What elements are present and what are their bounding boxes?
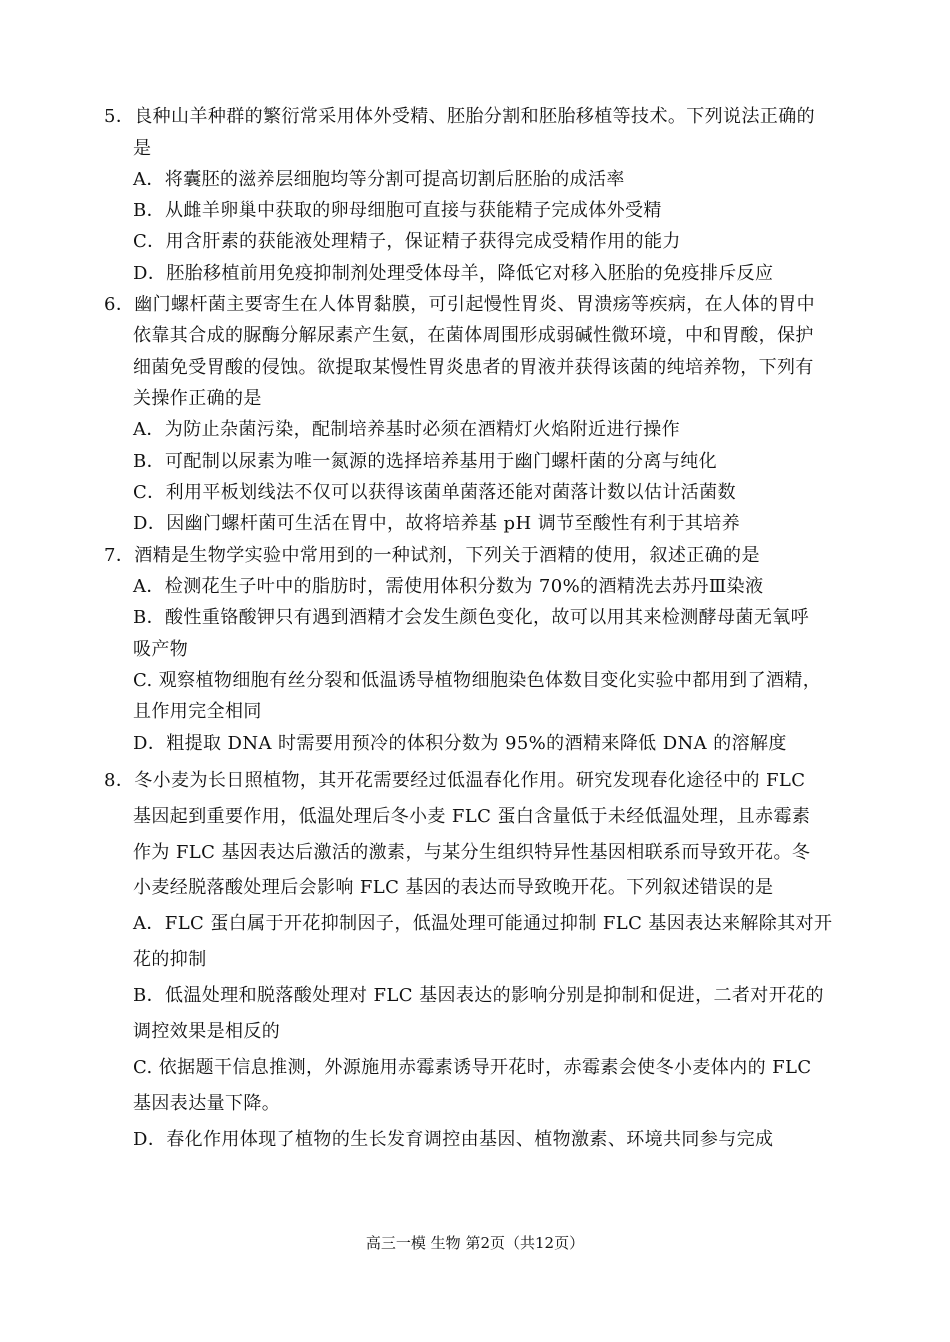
question-8-option-d: D．春化作用体现了植物的生长发育调控由基因、植物激素、环境共同参与完成 — [133, 1129, 774, 1150]
question-7-option-b-line-2: 吸产物 — [133, 639, 189, 660]
question-5-option-b: B．从雌羊卵巢中获取的卵母细胞可直接与获能精子完成体外受精 — [133, 200, 662, 221]
question-7-option-d: D．粗提取 DNA 时需要用预冷的体积分数为 95%的酒精来降低 DNA 的溶解度 — [133, 733, 787, 754]
question-6-stem-line-1: 6．幽门螺杆菌主要寄生在人体胃黏膜，可引起慢性胃炎、胃溃疡等疾病，在人体的胃中 — [104, 294, 816, 315]
question-6-stem-line-4: 关操作正确的是 — [133, 388, 262, 409]
page-footer: 高三一模 生物 第2页（共12页） — [365, 1234, 585, 1252]
question-5-stem-line-1: 5．良种山羊种群的繁衍常采用体外受精、胚胎分割和胚胎移植等技术。下列说法正确的 — [104, 106, 816, 127]
question-7-option-c-line-2: 且作用完全相同 — [133, 701, 262, 722]
question-7-option-c-line-1: C. 观察植物细胞有丝分裂和低温诱导植物细胞染色体数目变化实验中都用到了酒精， — [133, 670, 822, 691]
question-8-stem-line-2: 基因起到重要作用，低温处理后冬小麦 FLC 蛋白含量低于未经低温处理，且赤霉素 — [133, 806, 811, 827]
question-8-stem-line-3: 作为 FLC 基因表达后激活的激素，与某分生组织特异性基因相联系而导致开花。冬 — [133, 842, 811, 863]
question-8-option-c-line-1: C. 依据题干信息推测，外源施用赤霉素诱导开花时，赤霉素会使冬小麦体内的 FLC — [133, 1057, 812, 1078]
question-6-option-d: D．因幽门螺杆菌可生活在胃中，故将培养基 pH 调节至酸性有利于其培养 — [133, 513, 741, 534]
question-8-option-a-line-2: 花的抑制 — [133, 949, 207, 970]
question-6-option-c: C．利用平板划线法不仅可以获得该菌单菌落还能对菌落计数以估计活菌数 — [133, 482, 736, 503]
question-5-option-d: D．胚胎移植前用免疫抑制剂处理受体母羊，降低它对移入胚胎的免疫排斥反应 — [133, 263, 774, 284]
question-7-option-b-line-1: B．酸性重铬酸钾只有遇到酒精才会发生颜色变化，故可以用其来检测酵母菌无氧呼 — [133, 607, 810, 628]
question-8-option-b-line-2: 调控效果是相反的 — [133, 1021, 281, 1042]
question-7-option-a: A．检测花生子叶中的脂肪时，需使用体积分数为 70%的酒精洗去苏丹Ⅲ染液 — [133, 576, 764, 597]
question-8-stem-line-1: 8．冬小麦为长日照植物，其开花需要经过低温春化作用。研究发现春化途径中的 FLC — [104, 770, 806, 791]
question-8-stem-line-4: 小麦经脱落酸处理后会影响 FLC 基因的表达而导致晚开花。下列叙述错误的是 — [133, 877, 774, 898]
question-5-stem-line-2: 是 — [133, 138, 152, 159]
question-6-option-a: A．为防止杂菌污染，配制培养基时必须在酒精灯火焰附近进行操作 — [133, 419, 680, 440]
question-6-option-b: B．可配制以尿素为唯一氮源的选择培养基用于幽门螺杆菌的分离与纯化 — [133, 451, 718, 472]
question-5-option-a: A．将囊胚的滋养层细胞均等分割可提高切割后胚胎的成活率 — [133, 169, 625, 190]
question-8-option-a-line-1: A．FLC 蛋白属于开花抑制因子，低温处理可能通过抑制 FLC 基因表达来解除其对开 — [133, 913, 833, 934]
question-8-option-c-line-2: 基因表达量下降。 — [133, 1093, 281, 1114]
question-7-stem-line-1: 7．酒精是生物学实验中常用到的一种试剂，下列关于酒精的使用，叙述正确的是 — [104, 545, 760, 566]
question-8-option-b-line-1: B．低温处理和脱落酸处理对 FLC 基因表达的影响分别是抑制和促进，二者对开花的 — [133, 985, 824, 1006]
question-5-option-c: C．用含肝素的获能液处理精子，保证精子获得完成受精作用的能力 — [133, 231, 681, 252]
question-6-stem-line-2: 依靠其合成的脲酶分解尿素产生氨，在菌体周围形成弱碱性微环境，中和胃酸，保护 — [133, 325, 814, 346]
question-6-stem-line-3: 细菌免受胃酸的侵蚀。欲提取某慢性胃炎患者的胃液并获得该菌的纯培养物，下列有 — [133, 357, 814, 378]
